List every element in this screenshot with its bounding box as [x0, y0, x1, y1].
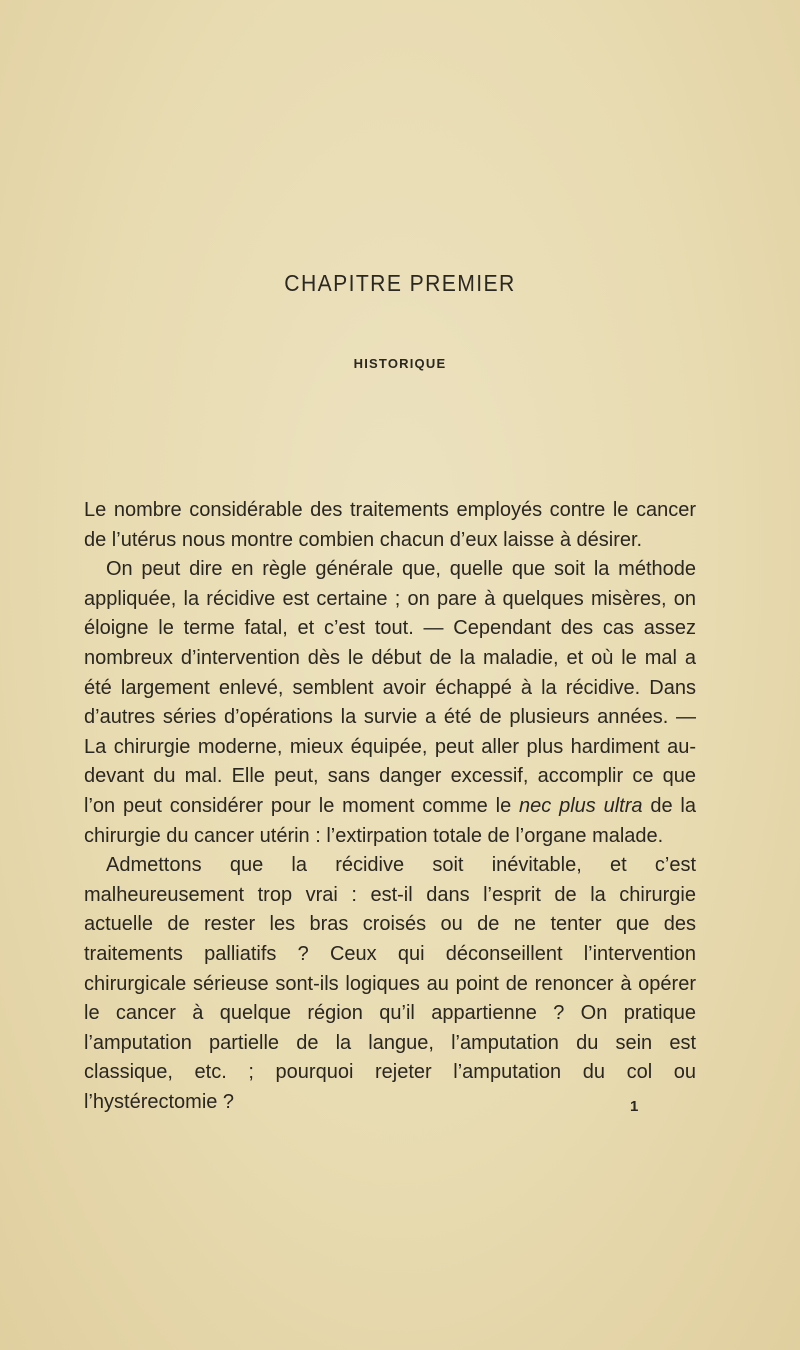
- paragraph-1-text: Le nombre considérable des traitements employés contre le cancer de l’utérus nous montre combien chacun d’eux laisse à désirer.: [84, 499, 696, 551]
- body-text: [84, 496, 696, 1117]
- paragraph-3: [84, 851, 696, 1117]
- paragraph-2-italic-phrase: nec plus ultra: [519, 794, 643, 817]
- section-title: HISTORIQUE: [353, 356, 447, 371]
- paragraph-2: [84, 555, 696, 851]
- paragraph-2-text-b: de la chirurgie du cancer utérin : l’extirpation totale de l’organe malade.: [84, 794, 696, 847]
- paragraph-3-text: Admettons que la récidive soit inévitable, et c’est malheureusement trop vrai : est-il dans l’esprit de la chirurgie actuelle de rester les bras croisés ou de ne tenter que des traitements palliatifs ? Ceux qui déconseillent l’intervention chirurgicale sérieuse sont-ils logiques au point de renoncer à opérer le cancer à quelque région qu’il appartienne ? On pratique l’amputation partielle de la langue, l’amputation du sein est classique, etc. ; pourquoi rejeter l’amputation du col ou l’hystérectomie ?: [84, 854, 696, 1113]
- chapter-title: CHAPITRE PREMIER: [284, 270, 516, 296]
- paragraph-2-text-a: On peut dire en règle générale que, quelle que soit la méthode appliquée, la récidive est certaine ; on pare à quelques misères, on éloigne le terme fatal, et c’est tout. — Cependant des cas assez nombreux d’intervention dès le début de la maladie, et où le mal a été largement enlevé, semblent avoir échappé à la récidive. Dans d’autres séries d’opérations la survie a été de plusieurs années. — La chirurgie moderne, mieux équipée, peut aller plus hardiment au-devant du mal. Elle peut, sans danger excessif, accomplir ce que l’on peut considérer pour le moment comme le: [84, 558, 696, 817]
- paragraph-1: [84, 496, 696, 555]
- page-number: 1: [630, 1098, 639, 1115]
